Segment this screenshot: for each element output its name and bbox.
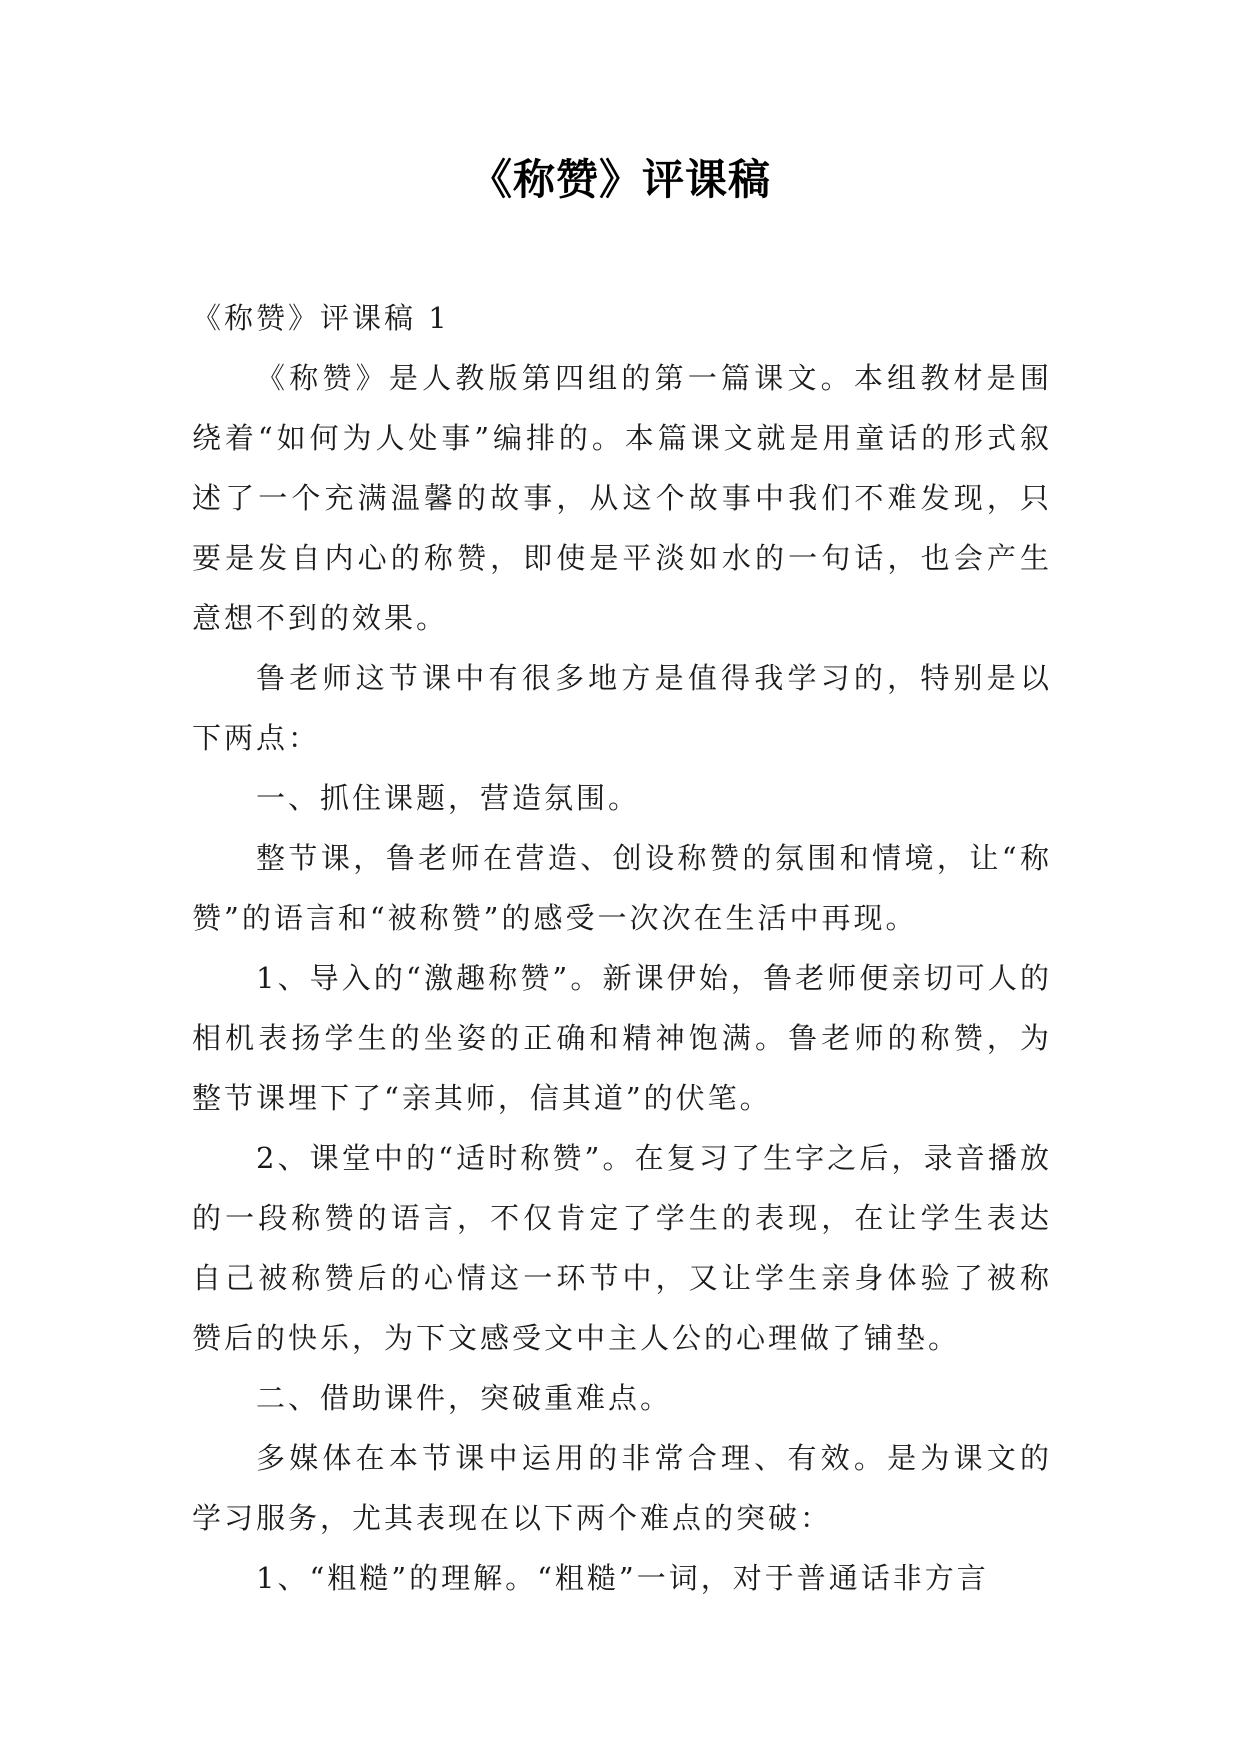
paragraph-atmosphere: 整节课，鲁老师在营造、创设称赞的氛围和情境，让“称赞”的语言和“被称赞”的感受一次次在生活中再现。 [192,841,1052,935]
subheading-two: 二、借助课件，突破重难点。 [256,1381,673,1415]
document-title: 《称赞》评课稿 [469,155,771,204]
paragraph-intro: 《称赞》是人教版第四组的第一篇课文。本组教材是围绕着“如何为人处事”编排的。本篇课文就是用童话的形式叙述了一个充满温馨的故事，从这个故事中我们不难发现，只要是发自内心的称赞，即使是平淡如水的一句话，也会产生意想不到的效果。 [192,361,1052,635]
subheading-one: 一、抓住课题，营造氛围。 [256,781,641,815]
section-heading: 《称赞》评课稿 1 [192,301,450,335]
paragraph-point-2: 2、课堂中的“适时称赞”。在复习了生字之后，录音播放的一段称赞的语言，不仅肯定了学生的表现，在让学生表达自己被称赞后的心情这一环节中，又让学生亲身体验了被称赞后的快乐，为下文感受文中主人公的心理做了铺垫。 [192,1141,1052,1355]
paragraph-two-points: 鲁老师这节课中有很多地方是值得我学习的，特别是以下两点： [192,661,1052,755]
paragraph-rough: 1、“粗糙”的理解。“粗糙”一词，对于普通话非方言 [256,1561,989,1595]
paragraph-point-1: 1、导入的“激趣称赞”。新课伊始，鲁老师便亲切可人的相机表扬学生的坐姿的正确和精神饱满。鲁老师的称赞，为整节课埋下了“亲其师，信其道”的伏笔。 [192,961,1052,1115]
document-body [192,288,1052,1608]
paragraph-multimedia: 多媒体在本节课中运用的非常合理、有效。是为课文的学习服务，尤其表现在以下两个难点的突破： [192,1441,1052,1535]
